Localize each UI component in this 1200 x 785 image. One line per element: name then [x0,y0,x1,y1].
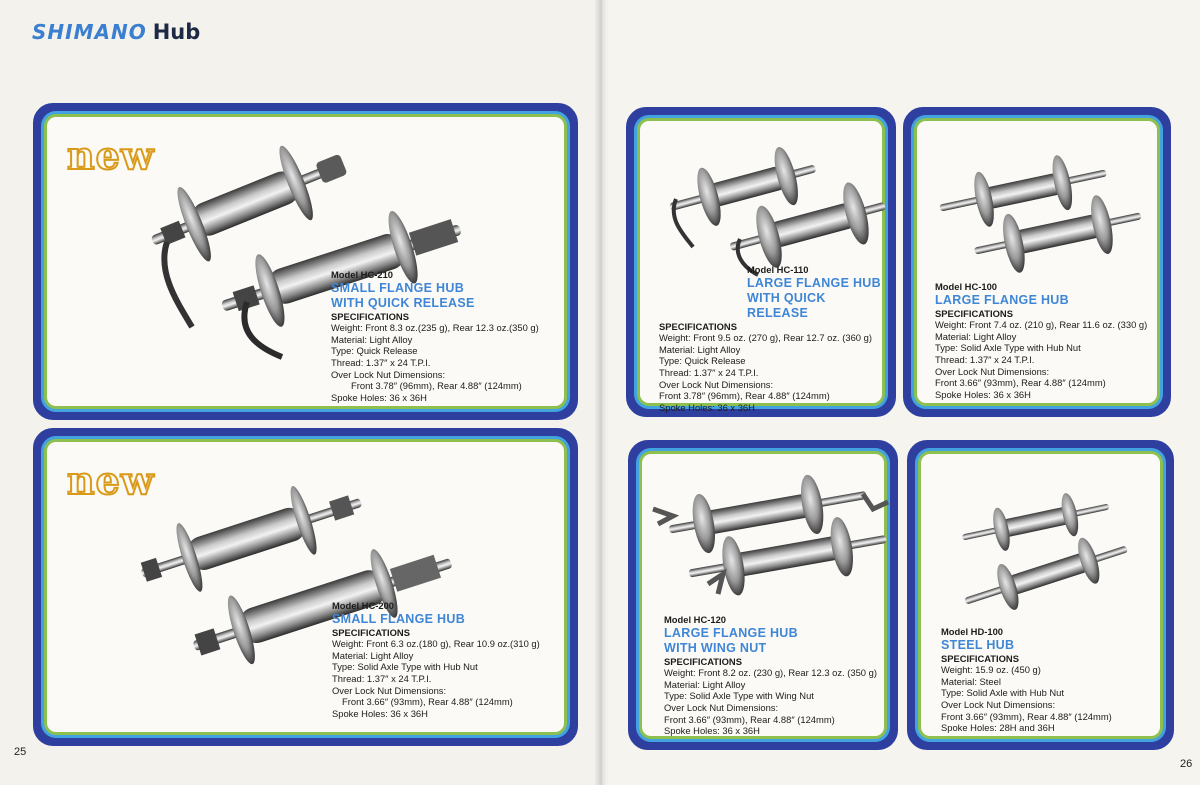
spec-type: Type: Solid Axle Type with Hub Nut [332,661,478,673]
spec-oln-values: Front 3.78″ (96mm), Rear 4.88″ (124mm) [659,390,830,402]
spec-weight: Weight: Front 6.3 oz.(180 g), Rear 10.9 oz.(310 g) [332,638,540,650]
page-number-right: 26 [1180,758,1193,770]
hub-photo-hd100 [951,484,1131,614]
product-panel-hc110 [626,107,896,417]
shimano-logo: SHIMANO [32,20,147,44]
model-number: Model HC-100 [935,281,997,292]
hub-photo-hc100 [933,135,1143,275]
spec-block-hc100 [935,281,1147,400]
spec-weight: Weight: Front 8.3 oz.(235 g), Rear 12.3 oz.(350 g) [331,322,539,334]
model-number: Model HC-120 [664,614,726,625]
spec-header: SPECIFICATIONS [331,310,409,322]
spec-block-hc120 [664,614,877,737]
product-panel-hc100 [903,107,1171,417]
product-name: SMALL FLANGE HUB [332,611,466,626]
new-badge: new [67,133,155,178]
spec-oln-label: Over Lock Nut Dimensions: [935,365,1050,377]
model-number: Model HC-110 [747,264,809,275]
spec-type: Type: Quick Release [659,355,746,367]
book-gutter [594,0,608,785]
spec-weight: Weight: Front 7.4 oz. (210 g), Rear 11.6 oz. (330 g) [935,319,1148,331]
spec-thread: Thread: 1.37″ x 24 T.P.I. [332,672,432,684]
spec-block-hd100 [941,626,1112,734]
hub-photo-hc120 [648,454,893,604]
spec-type: Type: Solid Axle with Hub Nut [941,687,1064,699]
spec-oln-values: Front 3.66″ (93mm), Rear 4.88″ (124mm) [342,696,513,708]
hub-photo-hc110 [648,129,888,279]
brand-header [32,20,200,44]
right-page [600,0,1200,785]
spec-spoke-holes: Spoke Holes: 28H and 36H [941,722,1055,734]
spec-oln-label: Over Lock Nut Dimensions: [659,378,774,390]
product-name: SMALL FLANGE HUB [331,280,465,295]
spec-oln-label: Over Lock Nut Dimensions: [332,684,447,696]
spec-material: Material: Light Alloy [935,330,1017,342]
product-name-line2: WITH QUICK RELEASE [747,290,826,320]
product-name-line2: WITH QUICK RELEASE [331,295,475,310]
spec-thread: Thread: 1.37″ x 24 T.P.I. [331,356,431,368]
spec-block-hc210 [331,269,539,403]
spec-weight: Weight: Front 9.5 oz. (270 g), Rear 12.7 oz. (360 g) [659,332,872,344]
spec-oln-label: Over Lock Nut Dimensions: [941,698,1056,710]
new-badge: new [67,458,155,503]
spec-spoke-holes: Spoke Holes: 36 x 36H [664,725,760,737]
spec-material: Material: Light Alloy [664,678,746,690]
model-number: Model HC-200 [332,600,394,611]
spec-block-hc110 [659,264,882,413]
product-panel-hc120 [628,440,898,750]
spec-thread: Thread: 1.37″ x 24 T.P.I. [659,366,759,378]
spec-type: Type: Solid Axle Type with Hub Nut [935,342,1081,354]
spec-oln-values: Front 3.66″ (93mm), Rear 4.88″ (124mm) [664,713,835,725]
spec-oln-label: Over Lock Nut Dimensions: [664,701,779,713]
spec-material: Material: Light Alloy [331,333,413,345]
spec-type: Type: Solid Axle Type with Wing Nut [664,690,814,702]
page-number-left: 25 [14,746,27,758]
spec-oln-values: Front 3.78″ (96mm), Rear 4.88″ (124mm) [351,380,522,392]
spec-spoke-holes: Spoke Holes: 36 x 36H [331,391,427,403]
product-panel-hd100 [907,440,1174,750]
spec-spoke-holes: Spoke Holes: 36 x 36H [659,401,755,413]
spec-material: Material: Light Alloy [659,343,741,355]
spec-oln-values: Front 3.66″ (93mm), Rear 4.88″ (124mm) [935,377,1106,389]
page-title: Hub [152,20,201,44]
product-name: STEEL HUB [941,637,1015,652]
spec-block-hc200 [332,600,540,719]
spec-weight: Weight: 15.9 oz. (450 g) [941,664,1041,676]
product-name: LARGE FLANGE HUB [747,275,881,290]
spec-material: Material: Steel [941,675,1001,687]
model-number: Model HD-100 [941,626,1003,637]
spec-spoke-holes: Spoke Holes: 36 x 36H [935,388,1031,400]
product-name: LARGE FLANGE HUB [664,625,798,640]
spec-thread: Thread: 1.37″ x 24 T.P.I. [935,353,1035,365]
spec-oln-label: Over Lock Nut Dimensions: [331,368,446,380]
spec-weight: Weight: Front 8.2 oz. (230 g), Rear 12.3 oz. (350 g) [664,667,877,679]
spec-oln-values: Front 3.66″ (93mm), Rear 4.88″ (124mm) [941,710,1112,722]
product-panel-hc200 [33,428,578,746]
spec-header: SPECIFICATIONS [935,307,1013,319]
spec-type: Type: Quick Release [331,345,418,357]
model-number: Model HC-210 [331,269,393,280]
spec-header: SPECIFICATIONS [332,626,410,638]
spec-spoke-holes: Spoke Holes: 36 x 36H [332,707,428,719]
product-panel-hc210 [33,103,578,420]
spec-material: Material: Light Alloy [332,649,414,661]
product-name-line2: WITH WING NUT [664,640,767,655]
spec-header: SPECIFICATIONS [664,655,742,667]
product-name: LARGE FLANGE HUB [935,292,1069,307]
spec-header: SPECIFICATIONS [659,320,737,332]
spec-header: SPECIFICATIONS [941,652,1019,664]
